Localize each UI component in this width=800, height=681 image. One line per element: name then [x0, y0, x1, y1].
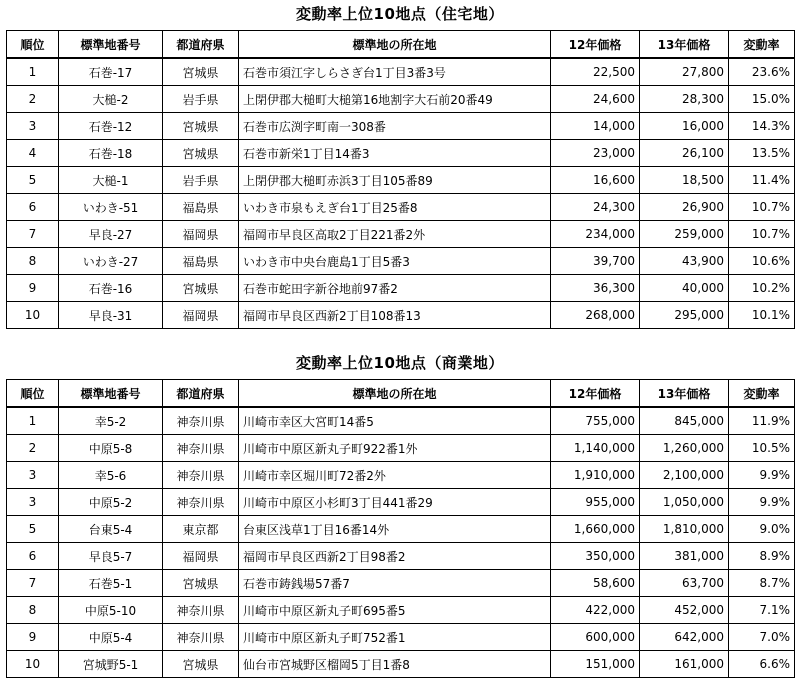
cell-rank: 7 — [7, 570, 59, 597]
cell-address: 仙台市宮城野区榴岡5丁目1番8 — [239, 651, 551, 678]
cell-address: 上閉伊郡大槌町大槌第16地割字大石前20番49 — [239, 86, 551, 113]
cell-price-2012: 39,700 — [551, 248, 640, 275]
cell-address: 川崎市中原区新丸子町752番1 — [239, 624, 551, 651]
cell-site-number: 中原5-2 — [59, 489, 163, 516]
table-row — [7, 516, 795, 543]
cell-site-number: 幸5-2 — [59, 407, 163, 435]
cell-address: 台東区浅草1丁目16番14外 — [239, 516, 551, 543]
column-header-rank: 順位 — [7, 380, 59, 408]
table-row — [7, 86, 795, 113]
table-row — [7, 58, 795, 86]
cell-site-number: 大槌-2 — [59, 86, 163, 113]
cell-price-2012: 22,500 — [551, 58, 640, 86]
table-row — [7, 248, 795, 275]
column-header-rank: 順位 — [7, 31, 59, 59]
cell-address: 川崎市中原区新丸子町922番1外 — [239, 435, 551, 462]
column-header-change-rate: 変動率 — [729, 380, 795, 408]
cell-site-number: 石巻-17 — [59, 58, 163, 86]
cell-address: 川崎市中原区小杉町3丁目441番29 — [239, 489, 551, 516]
cell-price-2013: 18,500 — [640, 167, 729, 194]
cell-rank: 10 — [7, 651, 59, 678]
column-header-prefecture: 都道府県 — [163, 380, 239, 408]
cell-price-2012: 268,000 — [551, 302, 640, 329]
cell-prefecture: 神奈川県 — [163, 597, 239, 624]
column-header-address: 標準地の所在地 — [239, 380, 551, 408]
cell-price-2012: 350,000 — [551, 543, 640, 570]
cell-address: 川崎市中原区新丸子町695番5 — [239, 597, 551, 624]
cell-rank: 4 — [7, 140, 59, 167]
table-header-row — [7, 31, 795, 59]
cell-price-2012: 36,300 — [551, 275, 640, 302]
column-header-prefecture: 都道府県 — [163, 31, 239, 59]
table-row — [7, 435, 795, 462]
cell-price-2013: 27,800 — [640, 58, 729, 86]
cell-change-rate: 15.0% — [729, 86, 795, 113]
cell-site-number: 大槌-1 — [59, 167, 163, 194]
cell-address: いわき市中央台鹿島1丁目5番3 — [239, 248, 551, 275]
cell-address: 石巻市須江字しらさぎ台1丁目3番3号 — [239, 58, 551, 86]
residential-section — [0, 3, 800, 25]
cell-price-2012: 755,000 — [551, 407, 640, 435]
cell-change-rate: 10.6% — [729, 248, 795, 275]
cell-change-rate: 14.3% — [729, 113, 795, 140]
cell-rank: 8 — [7, 248, 59, 275]
table-row — [7, 462, 795, 489]
cell-site-number: 早良-27 — [59, 221, 163, 248]
cell-prefecture: 福島県 — [163, 248, 239, 275]
cell-price-2012: 16,600 — [551, 167, 640, 194]
column-header-address: 標準地の所在地 — [239, 31, 551, 59]
cell-price-2013: 452,000 — [640, 597, 729, 624]
cell-address: 石巻市鋳銭場57番7 — [239, 570, 551, 597]
cell-price-2012: 24,600 — [551, 86, 640, 113]
cell-site-number: いわき-51 — [59, 194, 163, 221]
table-row — [7, 221, 795, 248]
cell-address: いわき市泉もえぎ台1丁目25番8 — [239, 194, 551, 221]
cell-site-number: 中原5-10 — [59, 597, 163, 624]
cell-change-rate: 11.9% — [729, 407, 795, 435]
cell-change-rate: 23.6% — [729, 58, 795, 86]
cell-change-rate: 10.1% — [729, 302, 795, 329]
cell-prefecture: 福岡県 — [163, 543, 239, 570]
cell-price-2013: 26,900 — [640, 194, 729, 221]
cell-price-2013: 2,100,000 — [640, 462, 729, 489]
cell-price-2013: 161,000 — [640, 651, 729, 678]
cell-price-2012: 234,000 — [551, 221, 640, 248]
column-header-price-2012: 12年価格 — [551, 380, 640, 408]
cell-price-2012: 24,300 — [551, 194, 640, 221]
cell-address: 川崎市幸区堀川町72番2外 — [239, 462, 551, 489]
cell-price-2013: 26,100 — [640, 140, 729, 167]
cell-change-rate: 7.1% — [729, 597, 795, 624]
cell-address: 石巻市広渕字町南一308番 — [239, 113, 551, 140]
cell-rank: 1 — [7, 58, 59, 86]
cell-address: 福岡市早良区西新2丁目98番2 — [239, 543, 551, 570]
cell-site-number: 中原5-4 — [59, 624, 163, 651]
cell-change-rate: 13.5% — [729, 140, 795, 167]
cell-price-2012: 1,660,000 — [551, 516, 640, 543]
cell-prefecture: 岩手県 — [163, 167, 239, 194]
cell-prefecture: 福岡県 — [163, 302, 239, 329]
cell-prefecture: 宮城県 — [163, 58, 239, 86]
cell-rank: 6 — [7, 543, 59, 570]
cell-address: 川崎市幸区大宮町14番5 — [239, 407, 551, 435]
column-header-price-2012: 12年価格 — [551, 31, 640, 59]
cell-site-number: 石巻-18 — [59, 140, 163, 167]
cell-price-2013: 642,000 — [640, 624, 729, 651]
cell-price-2013: 63,700 — [640, 570, 729, 597]
residential-table-title: 変動率上位10地点（住宅地） — [296, 5, 504, 23]
cell-rank: 5 — [7, 516, 59, 543]
cell-site-number: 台東5-4 — [59, 516, 163, 543]
table-row — [7, 570, 795, 597]
table-row — [7, 275, 795, 302]
column-header-price-2013: 13年価格 — [640, 380, 729, 408]
cell-site-number: 石巻-16 — [59, 275, 163, 302]
cell-change-rate: 9.9% — [729, 489, 795, 516]
cell-rank: 9 — [7, 275, 59, 302]
cell-address: 石巻市蛇田字新谷地前97番2 — [239, 275, 551, 302]
cell-prefecture: 神奈川県 — [163, 462, 239, 489]
cell-change-rate: 8.9% — [729, 543, 795, 570]
cell-rank: 6 — [7, 194, 59, 221]
cell-prefecture: 福岡県 — [163, 221, 239, 248]
column-header-price-2013: 13年価格 — [640, 31, 729, 59]
table-row — [7, 113, 795, 140]
column-header-site-number: 標準地番号 — [59, 31, 163, 59]
cell-change-rate: 8.7% — [729, 570, 795, 597]
cell-prefecture: 神奈川県 — [163, 489, 239, 516]
commercial-table-title: 変動率上位10地点（商業地） — [296, 354, 504, 372]
commercial-table — [6, 379, 795, 678]
residential-table — [6, 30, 795, 329]
cell-rank: 3 — [7, 462, 59, 489]
table-row — [7, 167, 795, 194]
cell-price-2013: 1,050,000 — [640, 489, 729, 516]
cell-site-number: 早良5-7 — [59, 543, 163, 570]
cell-price-2013: 845,000 — [640, 407, 729, 435]
cell-price-2012: 955,000 — [551, 489, 640, 516]
table-row — [7, 302, 795, 329]
table-row — [7, 407, 795, 435]
table-row — [7, 543, 795, 570]
cell-change-rate: 10.7% — [729, 194, 795, 221]
cell-site-number: 宮城野5-1 — [59, 651, 163, 678]
table-row — [7, 140, 795, 167]
cell-rank: 7 — [7, 221, 59, 248]
cell-rank: 9 — [7, 624, 59, 651]
table-row — [7, 489, 795, 516]
cell-site-number: 中原5-8 — [59, 435, 163, 462]
cell-price-2012: 151,000 — [551, 651, 640, 678]
table-row — [7, 624, 795, 651]
table-row — [7, 597, 795, 624]
cell-change-rate: 6.6% — [729, 651, 795, 678]
cell-price-2012: 600,000 — [551, 624, 640, 651]
cell-site-number: 幸5-6 — [59, 462, 163, 489]
cell-price-2013: 1,260,000 — [640, 435, 729, 462]
cell-prefecture: 神奈川県 — [163, 624, 239, 651]
cell-rank: 1 — [7, 407, 59, 435]
cell-address: 石巻市新栄1丁目14番3 — [239, 140, 551, 167]
cell-price-2013: 381,000 — [640, 543, 729, 570]
cell-rank: 10 — [7, 302, 59, 329]
cell-site-number: いわき-27 — [59, 248, 163, 275]
cell-prefecture: 宮城県 — [163, 651, 239, 678]
cell-prefecture: 宮城県 — [163, 570, 239, 597]
cell-prefecture: 宮城県 — [163, 275, 239, 302]
cell-price-2012: 1,140,000 — [551, 435, 640, 462]
cell-change-rate: 10.2% — [729, 275, 795, 302]
cell-prefecture: 宮城県 — [163, 113, 239, 140]
cell-site-number: 石巻5-1 — [59, 570, 163, 597]
cell-site-number: 早良-31 — [59, 302, 163, 329]
cell-prefecture: 宮城県 — [163, 140, 239, 167]
cell-rank: 2 — [7, 435, 59, 462]
cell-change-rate: 10.7% — [729, 221, 795, 248]
cell-change-rate: 9.0% — [729, 516, 795, 543]
cell-change-rate: 11.4% — [729, 167, 795, 194]
cell-prefecture: 岩手県 — [163, 86, 239, 113]
cell-prefecture: 神奈川県 — [163, 435, 239, 462]
commercial-section — [0, 352, 800, 374]
table-row — [7, 651, 795, 678]
cell-price-2012: 422,000 — [551, 597, 640, 624]
cell-price-2013: 40,000 — [640, 275, 729, 302]
cell-price-2013: 43,900 — [640, 248, 729, 275]
cell-price-2013: 16,000 — [640, 113, 729, 140]
cell-price-2012: 58,600 — [551, 570, 640, 597]
cell-change-rate: 9.9% — [729, 462, 795, 489]
cell-address: 福岡市早良区高取2丁目221番2外 — [239, 221, 551, 248]
cell-rank: 2 — [7, 86, 59, 113]
cell-address: 上閉伊郡大槌町赤浜3丁目105番89 — [239, 167, 551, 194]
cell-price-2013: 259,000 — [640, 221, 729, 248]
cell-rank: 5 — [7, 167, 59, 194]
table-header-row — [7, 380, 795, 408]
cell-rank: 3 — [7, 113, 59, 140]
cell-price-2013: 295,000 — [640, 302, 729, 329]
column-header-change-rate: 変動率 — [729, 31, 795, 59]
cell-prefecture: 神奈川県 — [163, 407, 239, 435]
cell-prefecture: 福島県 — [163, 194, 239, 221]
column-header-site-number: 標準地番号 — [59, 380, 163, 408]
cell-price-2012: 23,000 — [551, 140, 640, 167]
cell-prefecture: 東京都 — [163, 516, 239, 543]
cell-change-rate: 10.5% — [729, 435, 795, 462]
cell-price-2013: 28,300 — [640, 86, 729, 113]
cell-rank: 8 — [7, 597, 59, 624]
cell-rank: 3 — [7, 489, 59, 516]
cell-price-2013: 1,810,000 — [640, 516, 729, 543]
table-row — [7, 194, 795, 221]
cell-site-number: 石巻-12 — [59, 113, 163, 140]
cell-price-2012: 14,000 — [551, 113, 640, 140]
cell-address: 福岡市早良区西新2丁目108番13 — [239, 302, 551, 329]
cell-change-rate: 7.0% — [729, 624, 795, 651]
cell-price-2012: 1,910,000 — [551, 462, 640, 489]
